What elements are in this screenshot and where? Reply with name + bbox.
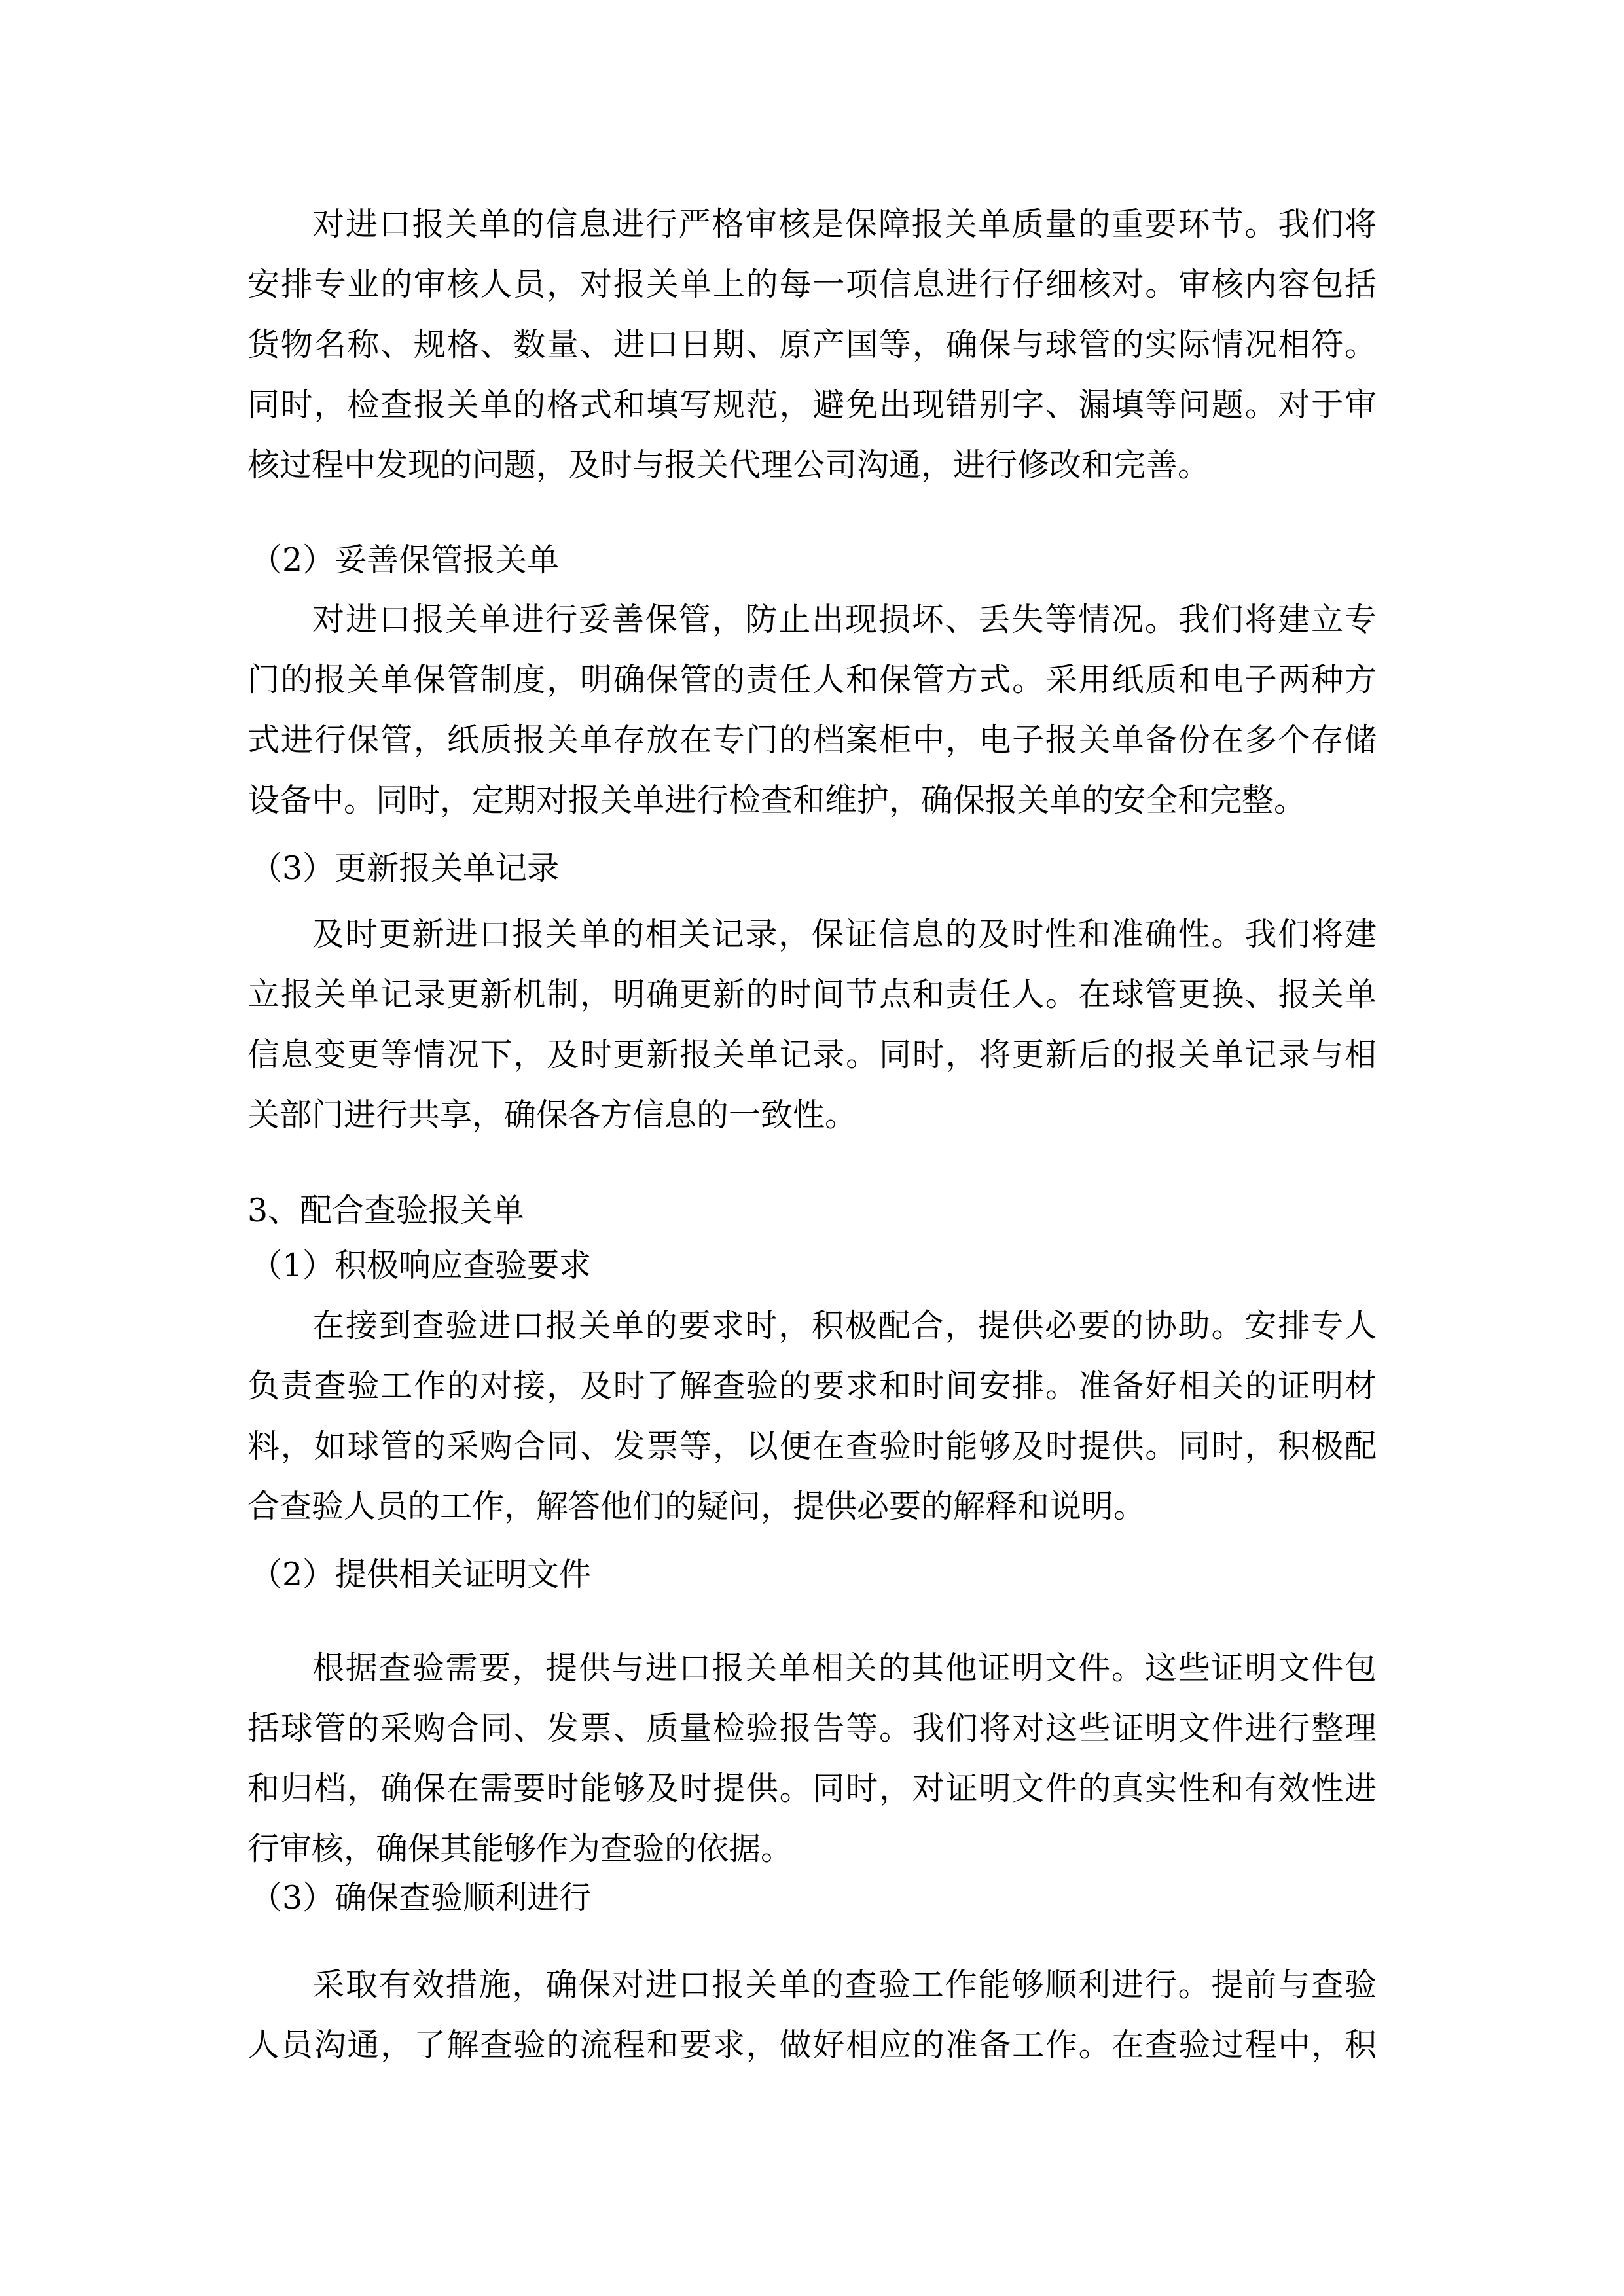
paragraph-line: 料，如球管的采购合同、发票等，以便在查验时能够及时提供。同时，积极配 <box>247 1427 1377 1465</box>
subheading: （2）提供相关证明文件 <box>250 1556 592 1593</box>
paragraph-line: 门的报关单保管制度，明确保管的责任人和保管方式。采用纸质和电子两种方 <box>247 661 1377 698</box>
subheading: （1）积极响应查验要求 <box>250 1247 592 1284</box>
paragraph-line: 同时，检查报关单的格式和填写规范，避免出现错别字、漏填等问题。对于审 <box>247 386 1377 423</box>
subheading: （3）确保查验顺利进行 <box>250 1879 592 1916</box>
paragraph-line: 对进口报关单进行妥善保管，防止出现损坏、丢失等情况。我们将建立专 <box>312 601 1377 638</box>
paragraph-line: 负责查验工作的对接，及时了解查验的要求和时间安排。准备好相关的证明材 <box>247 1367 1377 1405</box>
paragraph-line: 根据查验需要，提供与进口报关单相关的其他证明文件。这些证明文件包 <box>312 1649 1377 1687</box>
paragraph-line: 及时更新进口报关单的相关记录，保证信息的及时性和准确性。我们将建 <box>312 916 1377 953</box>
paragraph-line: 人员沟通，了解查验的流程和要求，做好相应的准备工作。在查验过程中，积 <box>247 2026 1377 2064</box>
paragraph-line: 核过程中发现的问题，及时与报关代理公司沟通，进行修改和完善。 <box>247 446 1210 484</box>
paragraph-line: 行审核，确保其能够作为查验的依据。 <box>247 1830 793 1867</box>
paragraph-line: 和归档，确保在需要时能够及时提供。同时，对证明文件的真实性和有效性进 <box>247 1770 1377 1807</box>
paragraph-line: 括球管的采购合同、发票、质量检验报告等。我们将对这些证明文件进行整理 <box>247 1710 1377 1747</box>
subheading: （3）更新报关单记录 <box>250 850 560 887</box>
section-heading: 3、配合查验报关单 <box>247 1192 525 1229</box>
paragraph-line: 在接到查验进口报关单的要求时，积极配合，提供必要的协助。安排专人 <box>312 1307 1377 1344</box>
paragraph-line: 安排专业的审核人员，对报关单上的每一项信息进行仔细核对。审核内容包括 <box>247 266 1377 303</box>
paragraph-line: 信息变更等情况下，及时更新报关单记录。同时，将更新后的报关单记录与相 <box>247 1036 1377 1073</box>
paragraph-line: 对进口报关单的信息进行严格审核是保障报关单质量的重要环节。我们将 <box>312 206 1377 243</box>
paragraph-line: 立报关单记录更新机制，明确更新的时间节点和责任人。在球管更换、报关单 <box>247 976 1377 1013</box>
paragraph-line: 式进行保管，纸质报关单存放在专门的档案柜中，电子报关单备份在多个存储 <box>247 721 1377 759</box>
paragraph-line: 合查验人员的工作，解答他们的疑问，提供必要的解释和说明。 <box>247 1488 1146 1525</box>
paragraph-line: 采取有效措施，确保对进口报关单的查验工作能够顺利进行。提前与查验 <box>312 1966 1377 2003</box>
subheading: （2）妥善保管报关单 <box>250 541 560 579</box>
paragraph-line: 设备中。同时，定期对报关单进行检查和维护，确保报关单的安全和完整。 <box>247 781 1307 819</box>
paragraph-line: 货物名称、规格、数量、进口日期、原产国等，确保与球管的实际情况相符。 <box>247 326 1377 363</box>
paragraph-line: 关部门进行共享，确保各方信息的一致性。 <box>247 1096 857 1134</box>
